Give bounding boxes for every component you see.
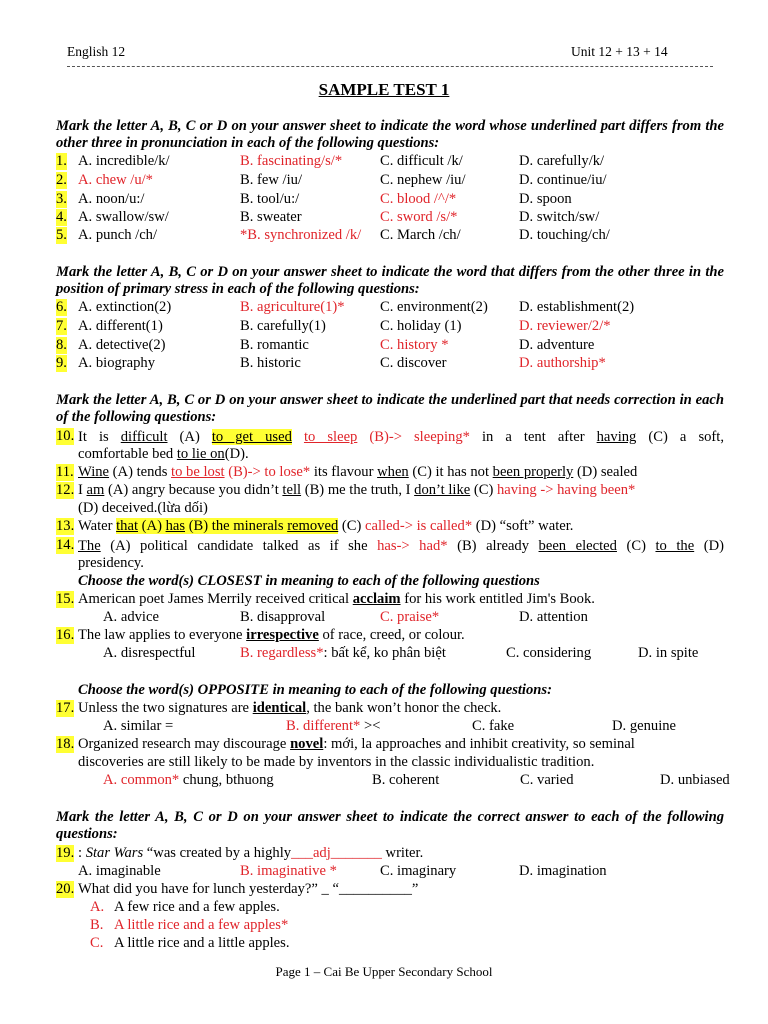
question-number: 6. [56, 299, 67, 315]
question-19: 19. : Star Wars “was created by a highly___adj_______ writer. A. imaginable B. imaginative * C. imaginary D. imagination [56, 845, 607, 879]
page-title: SAMPLE TEST 1 [318, 80, 450, 99]
option-d: D. continue/iu/ [519, 172, 607, 188]
option-b: B. regardless*: bất kể, ko phân biệt [240, 645, 446, 661]
section-instruction-pronunciation: Mark the letter A, B, C or D on your answer sheet to indicate the word whose underlined part differs from the other three in pronunciation in each of the following questions: [56, 118, 724, 151]
option-a: A. disrespectful [103, 645, 196, 661]
option-b: B. few /iu/ [240, 172, 303, 188]
option-b: B. romantic [240, 337, 309, 353]
option-d: D. genuine [612, 718, 677, 734]
question-number: 12. [56, 482, 75, 498]
option-d: D. attention [519, 609, 588, 625]
option-a: A. biography [78, 355, 156, 371]
option-a: A. chew /u/* [78, 172, 153, 188]
option-c: C. praise* [380, 609, 440, 625]
question-16: 16. The law applies to everyone irrespective of race, creed, or colour. A. disrespectful B. regardless*: bất kể, ko phân biệt C. considering D. in spite [56, 627, 699, 661]
option-a: A. noon/u:/ [78, 191, 145, 207]
question-12: 12. I am (A) angry because you didn’t tell (B) me the truth, I don’t like (C) having -> having been* (D) deceived.(lừa dối) [56, 482, 636, 516]
option-b: B. disapproval [240, 609, 326, 625]
option-a: A. extinction(2) [78, 299, 172, 315]
option-b: *B. synchronized /k/ [240, 227, 362, 243]
option-d: D. switch/sw/ [519, 209, 600, 225]
question-5 [56, 227, 736, 245]
question-number: 14. [56, 537, 75, 553]
option-c: C. history * [380, 337, 449, 353]
option-c: C. March /ch/ [380, 227, 461, 243]
question-6 [56, 299, 736, 317]
option-a: A. imaginable [78, 863, 161, 879]
question-number: 11. [56, 464, 74, 480]
option-b: B. different* >< [286, 718, 381, 734]
question-number: 3. [56, 191, 67, 207]
question-20: 20. What did you have for lunch yesterday?” _ “__________” A. A few rice and a few apples. B. A little rice and a few apples* C. A little rice and a little apples. [56, 881, 419, 951]
question-10: 10. It is difficult (A) to get used to sleep (B)-> sleeping* in a tent after having (C) a soft, comfortable bed to lie on(D). [56, 428, 724, 462]
option-a: A. advice [103, 609, 159, 625]
question-number: 18. [56, 736, 75, 752]
question-15: 15. American poet James Merrily received critical acclaim for his work entitled Jim's Book. A. advice B. disapproval C. praise* D. attention [56, 591, 595, 625]
option-a: A. detective(2) [78, 337, 166, 353]
question-11: 11. Wine (A) tends to be lost (B)-> to lose* its flavour when (C) it has not been properly (D) sealed [56, 464, 638, 480]
header-divider [67, 66, 713, 67]
option-b: B. sweater [240, 209, 302, 225]
question-number: 16. [56, 627, 75, 643]
option-a-letter: A. [90, 899, 105, 915]
question-number: 4. [56, 209, 67, 225]
question-9 [56, 355, 736, 373]
section-instruction-correct-answer: Mark the letter A, B, C or D on your answer sheet to indicate the correct answer to each of the following questions: [56, 809, 724, 842]
option-d: D. carefully/k/ [519, 153, 605, 169]
option-a: A. incredible/k/ [78, 153, 170, 169]
option-b: B. historic [240, 355, 301, 371]
option-d: D. establishment(2) [519, 299, 635, 315]
option-c-letter: C. [90, 935, 104, 951]
option-c: C. imaginary [380, 863, 457, 879]
option-a: A. punch /ch/ [78, 227, 158, 243]
option-d: D. authorship* [519, 355, 606, 371]
question-number: 10. [56, 428, 75, 444]
question-13: 13. Water that (A) has (B) the minerals removed (C) called-> is called* (D) “soft” water. [56, 518, 574, 534]
option-d: D. unbiased [660, 772, 730, 788]
option-a: A few rice and a few apples. [114, 899, 280, 915]
question-number: 7. [56, 318, 67, 334]
option-b: B. agriculture(1)* [240, 299, 345, 315]
option-d: D. adventure [519, 337, 595, 353]
section-instruction-stress: Mark the letter A, B, C or D on your answer sheet to indicate the word that differs from the other three in the position of primary stress in each of the following questions: [56, 264, 724, 297]
question-number: 1. [56, 153, 67, 169]
option-c: C. considering [506, 645, 592, 661]
section-instruction-closest: Choose the word(s) CLOSEST in meaning to each of the following questions [78, 573, 540, 589]
question-number: 20. [56, 881, 75, 897]
option-d: D. touching/ch/ [519, 227, 610, 243]
question-number: 15. [56, 591, 75, 607]
option-b: B. imaginative * [240, 863, 337, 879]
question-3 [56, 191, 736, 209]
option-c: A little rice and a little apples. [114, 935, 290, 951]
option-c: C. blood /^/* [380, 191, 457, 207]
option-b: A little rice and a few apples* [114, 917, 289, 933]
option-c: C. nephew /iu/ [380, 172, 466, 188]
question-14: 14. The (A) political candidate talked as if she has-> had* (B) already been elected (C) to the (D) presidency. [56, 537, 724, 571]
option-a: A. swallow/sw/ [78, 209, 169, 225]
question-number: 13. [56, 518, 75, 534]
header-subject: English 12 [67, 44, 126, 59]
section-instruction-error: Mark the letter A, B, C or D on your answer sheet to indicate the underlined part that needs correction in each of the following questions: [56, 392, 724, 425]
question-number: 19. [56, 845, 75, 861]
option-c: C. discover [380, 355, 447, 371]
option-b: B. tool/u:/ [240, 191, 300, 207]
question-4 [56, 209, 736, 227]
option-c: C. varied [520, 772, 574, 788]
question-17: 17. Unless the two signatures are identical, the bank won’t honor the check. A. similar = B. different* >< C. fake D. genuine [56, 700, 677, 734]
option-c: C. holiday (1) [380, 318, 462, 334]
question-number: 9. [56, 355, 67, 371]
question-18: 18. Organized research may discourage novel: mới, la approaches and inhibit creativity, so seminal discoveries are still likely to be made by inventors in the classic individualistic tradition. A. common* chung, bthuong B. coherent C. varied D. unbiased [56, 736, 730, 788]
option-d: D. in spite [638, 645, 699, 661]
option-b: B. fascinating/s/* [240, 153, 343, 169]
option-c: C. fake [472, 718, 515, 734]
header-unit: Unit 12 + 13 + 14 [571, 44, 668, 59]
option-d: D. reviewer/2/* [519, 318, 611, 334]
option-a: A. similar = [103, 718, 174, 734]
option-b: B. coherent [372, 772, 440, 788]
option-a: A. common* chung, bthuong [103, 772, 274, 788]
question-8 [56, 337, 736, 355]
option-c: C. environment(2) [380, 299, 488, 315]
question-1 [56, 153, 736, 171]
option-b-letter: B. [90, 917, 104, 933]
question-number: 8. [56, 337, 67, 353]
question-number: 17. [56, 700, 75, 716]
page-footer: Page 1 – Cai Be Upper Secondary School [275, 964, 493, 979]
question-2 [56, 172, 736, 190]
question-number: 2. [56, 172, 67, 188]
option-a: A. different(1) [78, 318, 163, 334]
option-c: C. sword /s/* [380, 209, 458, 225]
option-d: D. spoon [519, 191, 572, 207]
question-number: 5. [56, 227, 67, 243]
question-7 [56, 318, 736, 336]
option-d: D. imagination [519, 863, 607, 879]
option-c: C. difficult /k/ [380, 153, 463, 169]
option-b: B. carefully(1) [240, 318, 326, 334]
section-instruction-opposite: Choose the word(s) OPPOSITE in meaning to each of the following questions: [78, 682, 552, 698]
